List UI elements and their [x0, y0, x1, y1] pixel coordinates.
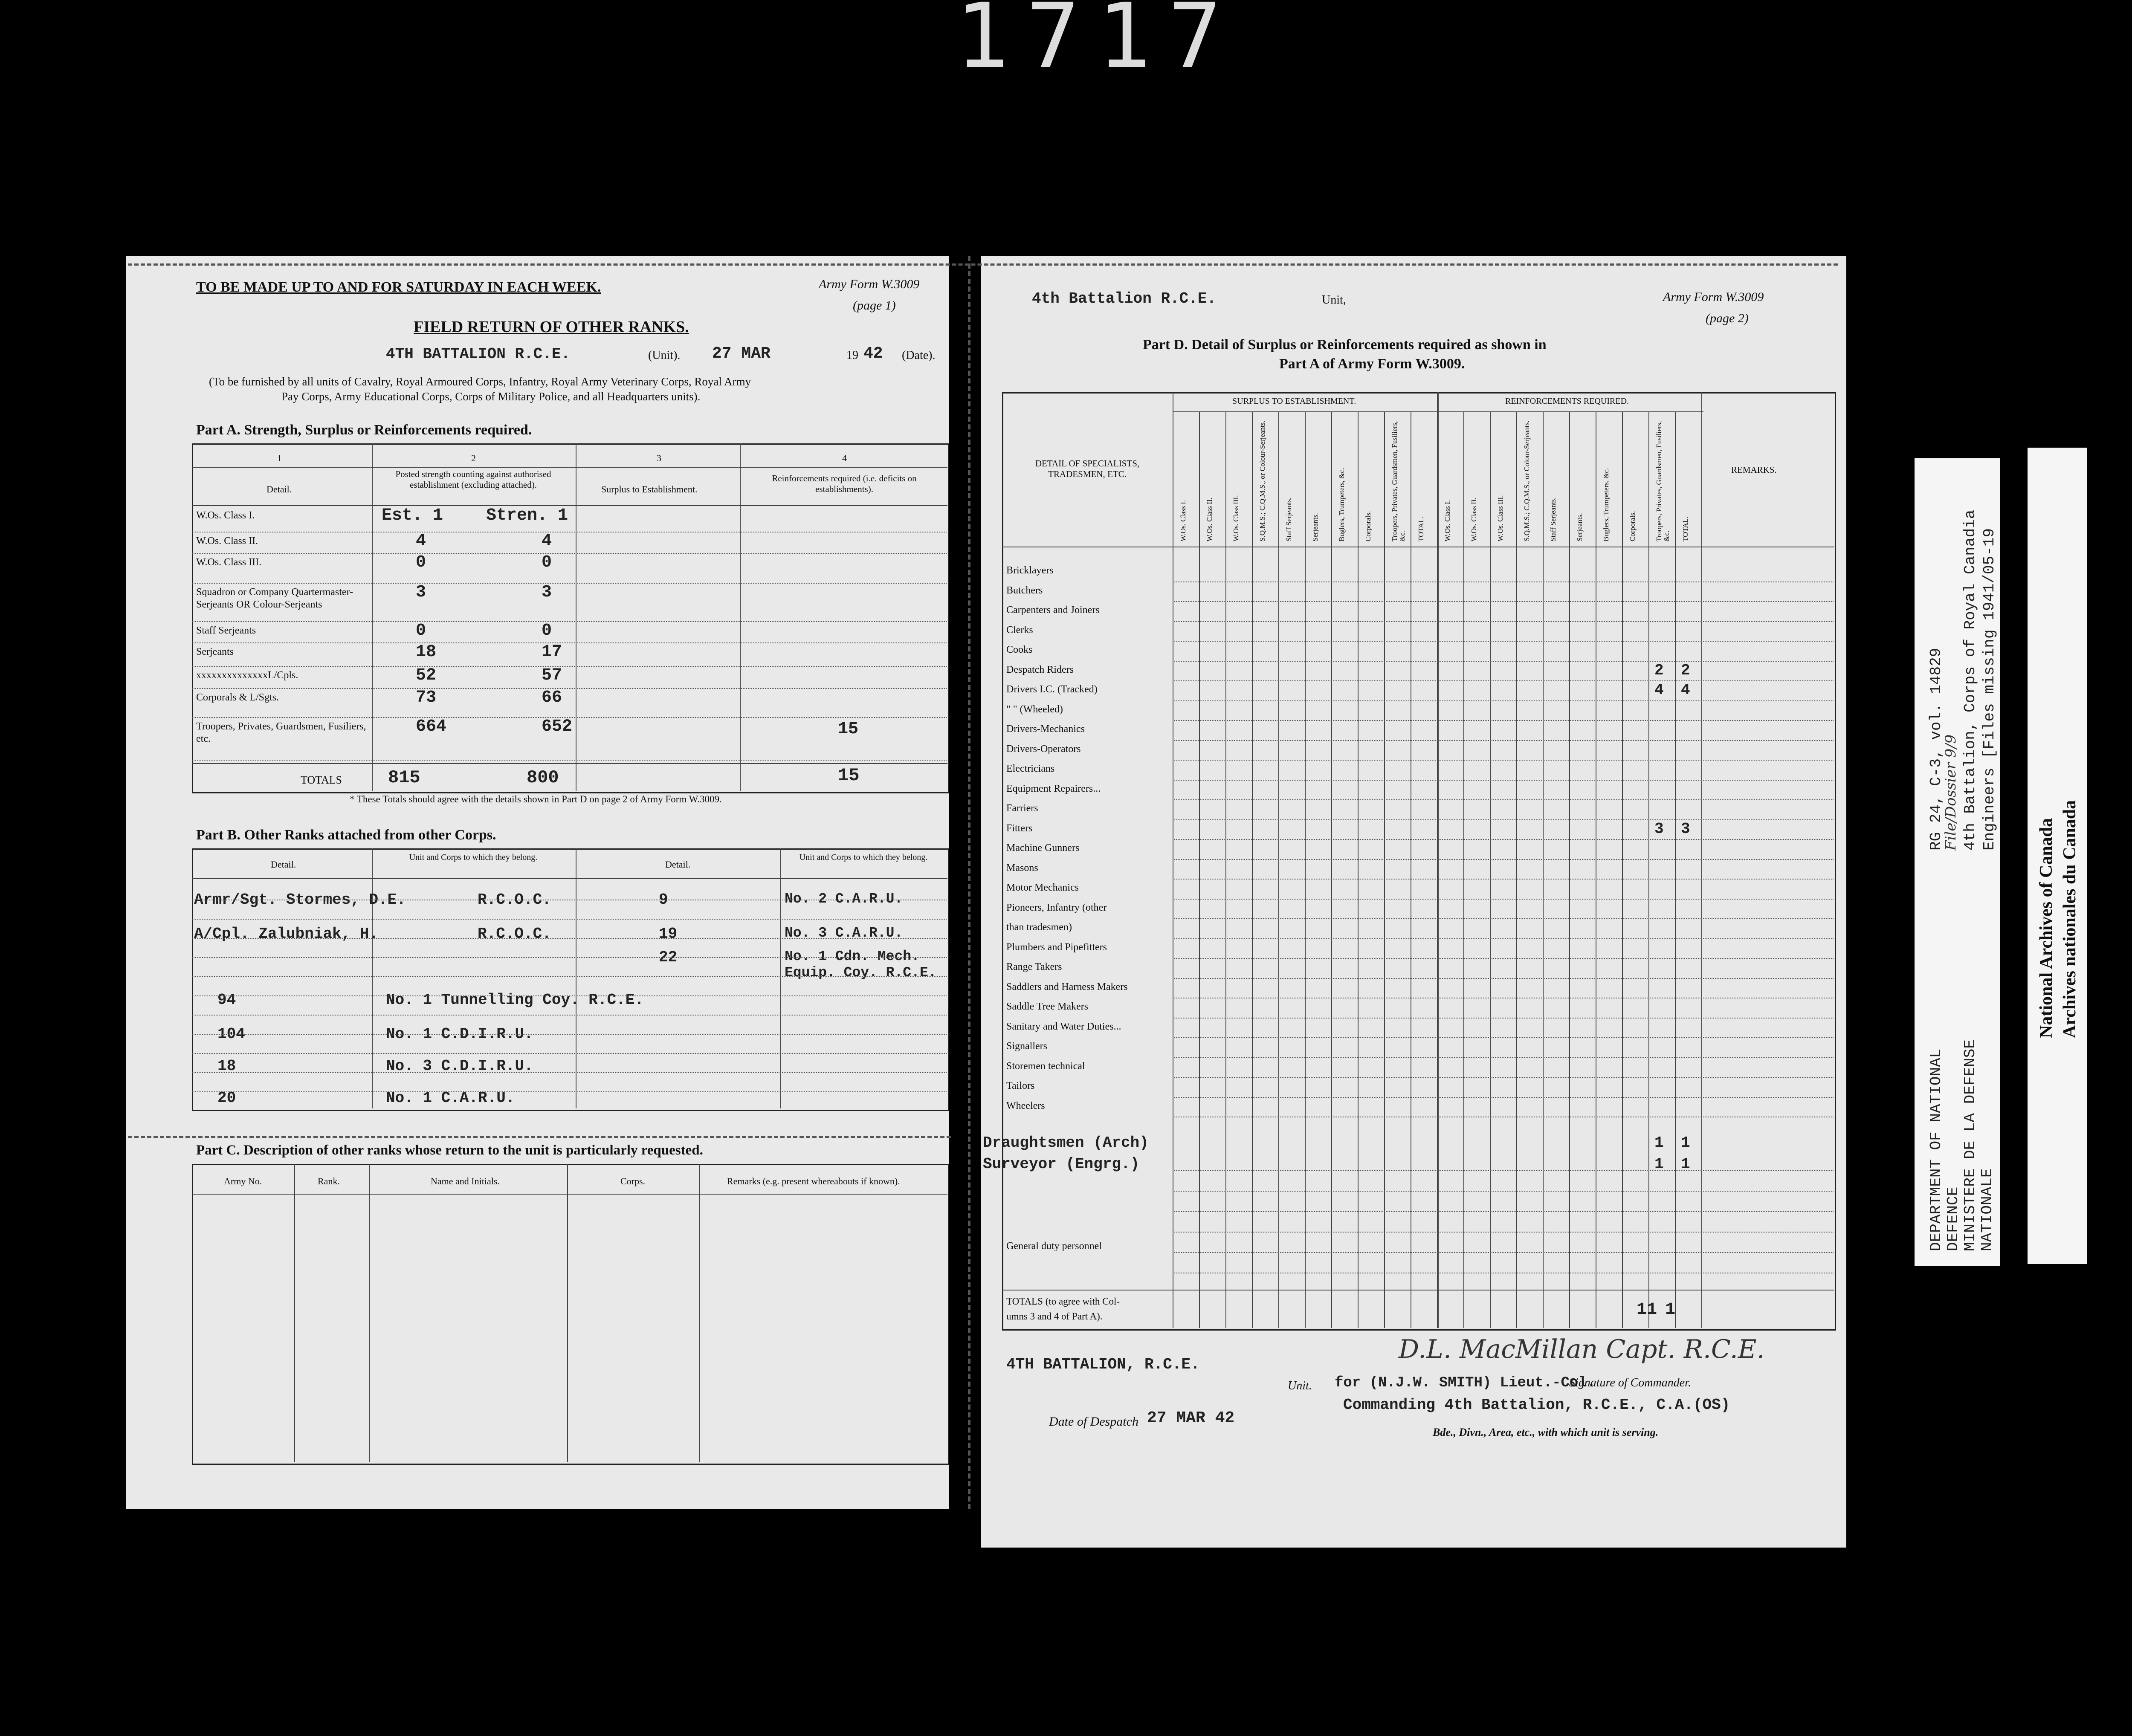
despatch-label: Date of Despatch	[1049, 1415, 1138, 1429]
trade-label: Wheelers	[1006, 1100, 1045, 1111]
attached-detail: 104	[217, 1025, 245, 1043]
col-number: 1	[277, 453, 282, 463]
trade-label: Signallers	[1006, 1041, 1047, 1052]
rank-col-head: Buglers, Trumpeters, &c.	[1338, 468, 1346, 541]
part-d-subtitle: Part A of Army Form W.3009.	[1279, 356, 1465, 372]
col-divider	[699, 1164, 700, 1462]
reinforcements-head: REINFORCEMENTS REQUIRED.	[1505, 396, 1629, 406]
trade-row-rule	[1173, 641, 1834, 642]
label-dept-4: NATIONALE	[1978, 1168, 1996, 1251]
row-rule	[192, 919, 947, 920]
row-rule	[192, 760, 947, 761]
attached-corps: No. 1 C.D.I.R.U.	[386, 1025, 533, 1043]
bde-note: Bde., Divn., Area, etc., with which unit is serving.	[1433, 1426, 1659, 1438]
col-number: 3	[657, 453, 661, 463]
reinforcement-total: 4	[1681, 681, 1690, 699]
rank-col-head: W.Os. Class III.	[1232, 495, 1240, 541]
part-c-head-corps: Corps.	[620, 1176, 646, 1186]
trade-row-rule	[1173, 819, 1834, 820]
trade-row-rule	[1173, 760, 1834, 761]
row-divider	[192, 763, 947, 764]
rank-col-head: W.Os. Class I.	[1443, 500, 1451, 541]
trade-row-rule	[1173, 661, 1834, 662]
row-detail: Corporals & L/Sgts.	[196, 692, 279, 703]
row-strength: 652	[542, 717, 573, 736]
trade-label: Cooks	[1006, 644, 1033, 655]
row-established: 3	[416, 583, 426, 602]
label-dept-1: DEPARTMENT OF NATIONAL	[1927, 1048, 1945, 1251]
col-divider	[369, 1164, 370, 1462]
row-rule	[192, 621, 947, 622]
attached-corps: No. 1 Tunnelling Coy. R.C.E.	[386, 991, 644, 1009]
attached-corps-2: No. 3 C.A.R.U.	[785, 925, 903, 941]
attached-detail: Armr/Sgt. Stormes, D.E.	[194, 891, 406, 909]
row-rule	[192, 976, 947, 977]
row-strength: 57	[542, 666, 562, 685]
extra-trade-label: Surveyor (Engrg.)	[983, 1155, 1140, 1173]
part-b-head-corps: Unit and Corps to which they belong.	[409, 853, 538, 862]
row-detail: Troopers, Privates, Guardsmen, Fusiliers, etc.	[196, 721, 366, 744]
row-rule	[192, 583, 947, 584]
trade-label: Fitters	[1006, 822, 1033, 834]
row-rule	[1173, 1170, 1834, 1171]
row-divider	[192, 467, 947, 468]
trade-label: Equipment Repairers...	[1006, 783, 1101, 794]
rank-col-head: Troopers, Privates, Guardsmen, Fusiliers, &c.	[1390, 421, 1406, 541]
trade-row-rule	[1173, 1057, 1834, 1058]
part-b-head-corps-2: Unit and Corps to which they belong.	[799, 853, 928, 862]
extra-trade-label: Draughtsmen (Arch)	[983, 1134, 1149, 1152]
col-divider	[567, 1164, 568, 1462]
part-c-head-remarks: Remarks (e.g. present whereabouts if known).	[727, 1176, 900, 1186]
col-divider	[372, 443, 373, 791]
trade-row-rule	[1173, 958, 1834, 959]
extra-total: 1	[1681, 1134, 1690, 1152]
trade-row-rule	[1173, 680, 1834, 681]
trade-label: Pioneers, Infantry (other	[1006, 902, 1107, 913]
general-duty-label: General duty personnel	[1006, 1241, 1102, 1252]
extra-troopers: 1	[1654, 1155, 1664, 1173]
totals-strength: 800	[527, 767, 559, 788]
frame-number: 1717	[955, 0, 1239, 88]
reinforcement-total: 2	[1681, 661, 1690, 679]
trade-label: Masons	[1006, 862, 1038, 874]
trade-row-rule	[1173, 879, 1834, 880]
unit-typed: 4th Battalion R.C.E.	[1032, 290, 1217, 307]
attached-corps: R.C.O.C.	[478, 891, 551, 909]
row-rule	[192, 1053, 947, 1054]
trade-row-rule	[1173, 978, 1834, 979]
col-head-surplus: Surplus to Establishment.	[601, 484, 698, 495]
col-head-reinforcements: Reinforcements required (i.e. deficits on establishments).	[772, 473, 917, 494]
trade-label: Storemen technical	[1006, 1060, 1085, 1072]
attached-corps-2: No. 1 Cdn. Mech. Equip. Coy. R.C.E.	[785, 949, 937, 981]
trade-row-rule	[1173, 839, 1834, 840]
trade-row-rule	[1173, 918, 1834, 919]
row-rule	[192, 1072, 947, 1073]
totals-total-d: 1	[1665, 1300, 1676, 1319]
trade-label: Machine Gunners	[1006, 842, 1080, 854]
signature-label: Signature of Commander.	[1569, 1376, 1691, 1389]
rank-col-head: Corporals.	[1364, 511, 1372, 541]
row-strength: 4	[542, 532, 552, 551]
row-rule	[1173, 1232, 1834, 1233]
trade-row-rule	[1173, 1037, 1834, 1038]
despatch-date: 27 MAR 42	[1147, 1409, 1235, 1427]
rank-col-head: W.Os. Class II.	[1205, 498, 1214, 541]
rank-col-head: Troopers, Privates, Guardsmen, Fusiliers, &c.	[1655, 421, 1671, 541]
rank-col-head: Staff Serjeants.	[1549, 497, 1557, 541]
trade-row-rule	[1173, 601, 1834, 602]
part-c-table	[192, 1164, 949, 1465]
rank-col-head: Buglers, Trumpeters, &c.	[1602, 468, 1610, 541]
trade-label: Electricians	[1006, 763, 1055, 774]
row-strength: 3	[542, 583, 552, 602]
signature: D.L. MacMillan Capt. R.C.E.	[1399, 1334, 1765, 1364]
attached-detail-2: 9	[659, 891, 668, 909]
row-detail: W.Os. Class III.	[196, 557, 262, 568]
totals-established: 815	[388, 767, 420, 788]
return-date: 27 MAR	[712, 344, 771, 363]
part-c-head-army-no: Army No.	[224, 1176, 262, 1186]
col-divider	[780, 848, 781, 1108]
row-established: Est. 1	[382, 506, 443, 525]
archive-name-fr: Archives nationales du Canada	[2060, 800, 2080, 1038]
trade-label: Drivers I.C. (Tracked)	[1006, 684, 1098, 695]
rank-col-head: TOTAL.	[1681, 516, 1689, 541]
footer-unit-label: Unit.	[1288, 1379, 1312, 1392]
return-year: 42	[863, 344, 883, 363]
furnish-note-2: Pay Corps, Army Educational Corps, Corps of Military Police, and all Headquarters units).	[281, 390, 701, 403]
trade-row-rule	[1173, 740, 1834, 741]
extra-total: 1	[1681, 1155, 1690, 1173]
attached-detail-2: 19	[659, 925, 678, 943]
row-established: 4	[416, 532, 426, 551]
form-title: FIELD RETURN OF OTHER RANKS.	[414, 318, 689, 336]
part-d-title: Part D. Detail of Surplus or Reinforcements required as shown in	[1143, 337, 1547, 353]
row-rule	[192, 642, 947, 643]
unit-label: (Unit).	[648, 349, 681, 362]
army-form-label-2: Army Form W.3009	[1663, 290, 1764, 304]
trade-label: Motor Mechanics	[1006, 882, 1079, 893]
row-rule	[192, 995, 947, 996]
tear-line-top	[128, 263, 1838, 266]
row-rule	[192, 957, 947, 958]
row-divider	[192, 1194, 947, 1195]
part-c-head-rank: Rank.	[318, 1176, 340, 1186]
totals-note: * These Totals should agree with the details shown in Part D on page 2 of Army Form W.3009.	[350, 794, 722, 804]
row-detail: xxxxxxxxxxxxxxL/Cpls.	[196, 670, 298, 681]
row-rule	[192, 1034, 947, 1035]
row-strength: 17	[542, 642, 562, 662]
signature-line: for (N.J.W. SMITH) Lieut.-Col.	[1335, 1375, 1596, 1391]
trade-row-rule	[1173, 1077, 1834, 1078]
trade-label: Drivers-Mechanics	[1006, 723, 1085, 735]
col-number: 2	[471, 453, 476, 463]
year-prefix: 19	[846, 349, 858, 362]
row-established: 664	[416, 717, 447, 736]
trade-label: Tailors	[1006, 1080, 1035, 1091]
fold-line	[968, 256, 970, 1509]
trade-label: Plumbers and Pipefitters	[1006, 941, 1107, 953]
row-established: 73	[416, 688, 437, 707]
reinforcement-total: 3	[1681, 820, 1690, 838]
rank-col-head: S.Q.M.S.; C.Q.M.S., or Colour-Serjeants.	[1523, 420, 1531, 541]
trade-label: " " (Wheeled)	[1006, 703, 1063, 715]
date-label: (Date).	[902, 349, 936, 362]
grid-col-line	[1701, 392, 1702, 1328]
col-head-detail: Detail.	[266, 484, 292, 495]
row-rule	[192, 553, 947, 554]
part-c-head-name: Name and Initials.	[431, 1176, 500, 1186]
footer-unit: 4TH BATTALION, R.C.E.	[1006, 1356, 1200, 1373]
trade-label: Farriers	[1006, 803, 1038, 814]
row-strength: 0	[542, 553, 552, 572]
trade-row-rule	[1173, 700, 1834, 701]
remarks-head: REMARKS.	[1731, 465, 1777, 475]
rank-col-head: Staff Serjeants.	[1285, 497, 1293, 541]
row-rule	[192, 938, 947, 939]
rank-col-head: TOTAL.	[1417, 516, 1425, 541]
rank-col-head: W.Os. Class II.	[1470, 498, 1478, 541]
grid-col-line	[1437, 392, 1439, 1328]
row-strength: 66	[542, 688, 562, 707]
page-number-2: (page 2)	[1706, 311, 1749, 325]
row-rule	[1173, 1211, 1834, 1212]
row-rule	[192, 666, 947, 667]
army-form-label: Army Form W.3009	[819, 277, 920, 291]
unit-label-2: Unit,	[1322, 293, 1346, 307]
reinforcement-troopers: 2	[1654, 661, 1664, 679]
label-files-missing: Engineers [Files missing 1941/05-19	[1981, 528, 1998, 851]
totals-troopers-d: 11	[1637, 1300, 1657, 1319]
label-dept-2: DEFENCE	[1944, 1186, 1962, 1251]
trade-label: Range Takers	[1006, 961, 1062, 972]
attached-corps: No. 1 C.A.R.U.	[386, 1089, 515, 1107]
extra-troopers: 1	[1654, 1134, 1664, 1152]
commanding-line: Commanding 4th Battalion, R.C.E., C.A.(OS)	[1343, 1396, 1730, 1414]
col-divider	[740, 443, 741, 791]
trade-label: Carpenters and Joiners	[1006, 605, 1100, 616]
trade-row-rule	[1173, 621, 1834, 622]
archive-name-en: National Archives of Canada	[2036, 818, 2056, 1038]
reinforcement-troopers: 4	[1654, 681, 1664, 699]
label-unit: 4th Battalion, Corps of Royal Canadia	[1961, 509, 1979, 851]
reinforcement-troopers: 3	[1654, 820, 1664, 838]
label-ref: RG 24, C-3, vol. 14829	[1927, 648, 1945, 851]
trade-row-rule	[1173, 1097, 1834, 1098]
row-established: 0	[416, 621, 426, 640]
row-rule	[1173, 1191, 1834, 1192]
totals-label-d-2: umns 3 and 4 of Part A).	[1006, 1311, 1103, 1322]
totals-label-d-1: TOTALS (to agree with Col-	[1006, 1296, 1120, 1307]
trade-row-rule	[1173, 938, 1834, 939]
tear-line-left	[128, 1136, 951, 1138]
part-a-title: Part A. Strength, Surplus or Reinforcements required.	[196, 422, 532, 438]
furnish-note-1: (To be furnished by all units of Cavalry, Royal Armoured Corps, Infantry, Royal Army Veterinary Corps, Royal Army	[209, 375, 751, 388]
row-strength: Stren. 1	[486, 506, 568, 525]
trade-label: Bricklayers	[1006, 565, 1054, 576]
row-rule	[1173, 1252, 1834, 1253]
page-number: (page 1)	[853, 298, 896, 312]
trade-row-rule	[1173, 799, 1834, 800]
row-established: 0	[416, 553, 426, 572]
row-rule	[192, 1015, 947, 1016]
row-rule	[192, 688, 947, 689]
row-divider	[192, 505, 947, 506]
trade-label: Saddle Tree Makers	[1006, 1001, 1088, 1012]
trade-row-rule	[1173, 899, 1834, 900]
row-detail: W.Os. Class I.	[196, 510, 255, 521]
surplus-head: SURPLUS TO ESTABLISHMENT.	[1232, 396, 1356, 406]
instruction-heading: TO BE MADE UP TO AND FOR SATURDAY IN EACH WEEK.	[196, 279, 601, 295]
col-head-posted: Posted strength counting against authorised establishment (excluding attached).	[395, 469, 551, 490]
trade-row-rule	[1173, 859, 1834, 860]
trade-label: Drivers-Operators	[1006, 743, 1081, 755]
part-b-title: Part B. Other Ranks attached from other Corps.	[196, 827, 496, 843]
attached-detail: 94	[217, 991, 236, 1009]
rank-col-head: W.Os. Class III.	[1496, 495, 1504, 541]
trade-label: Clerks	[1006, 624, 1033, 636]
rank-col-head: Corporals.	[1628, 511, 1637, 541]
trade-row-rule	[1173, 720, 1834, 721]
row-rule	[192, 1091, 947, 1092]
col-divider	[294, 1164, 295, 1462]
row-strength: 0	[542, 621, 552, 640]
rank-col-head: Serjeants.	[1576, 513, 1584, 541]
attached-corps-2: No. 2 C.A.R.U.	[785, 891, 903, 907]
rank-col-head: W.Os. Class I.	[1179, 500, 1187, 541]
part-b-head-detail-2: Detail.	[665, 859, 691, 870]
col-number: 4	[842, 453, 847, 463]
trade-label: Despatch Riders	[1006, 664, 1074, 675]
attached-detail: 18	[217, 1057, 236, 1075]
trade-label: than tradesmen)	[1006, 922, 1072, 933]
row-detail: Staff Serjeants	[196, 625, 256, 636]
row-detail: Squadron or Company Quartermaster-Serjeants OR Colour-Serjeants	[196, 587, 353, 610]
row-detail: Serjeants	[196, 646, 234, 657]
row-reinforcements: 15	[838, 720, 859, 739]
attached-detail: A/Cpl. Zalubniak, H.	[194, 925, 379, 943]
part-b-head-detail: Detail.	[271, 859, 296, 870]
unit-name: 4TH BATTALION R.C.E.	[386, 345, 571, 363]
attached-corps: No. 3 C.D.I.R.U.	[386, 1057, 533, 1075]
rank-col-head: Serjeants.	[1311, 513, 1319, 541]
trade-label: Butchers	[1006, 584, 1043, 596]
trade-label: Sanitary and Water Duties...	[1006, 1021, 1121, 1032]
row-established: 18	[416, 642, 437, 662]
label-file: File/Dossier 9/9	[1942, 734, 1959, 851]
row-detail: W.Os. Class II.	[196, 535, 258, 547]
rank-col-head: S.Q.M.S.; C.Q.M.S., or Colour-Serjeants.	[1258, 420, 1266, 541]
col-divider	[372, 848, 373, 1108]
totals-reinforcements: 15	[838, 765, 860, 786]
trade-row-rule	[1173, 780, 1834, 781]
trade-label: Saddlers and Harness Makers	[1006, 981, 1128, 992]
row-divider	[192, 878, 947, 879]
part-c-title: Part C. Description of other ranks whose return to the unit is particularly requested.	[196, 1143, 703, 1158]
detail-head: DETAIL OF SPECIALISTS, TRADESMEN, ETC.	[1035, 458, 1140, 479]
label-dept-3: MINISTERE DE LA DEFENSE	[1961, 1039, 1979, 1251]
row-established: 52	[416, 666, 437, 685]
attached-detail: 20	[217, 1089, 236, 1107]
attached-corps: R.C.O.C.	[478, 925, 551, 943]
totals-label: TOTALS	[301, 774, 342, 786]
attached-detail-2: 22	[659, 949, 678, 966]
